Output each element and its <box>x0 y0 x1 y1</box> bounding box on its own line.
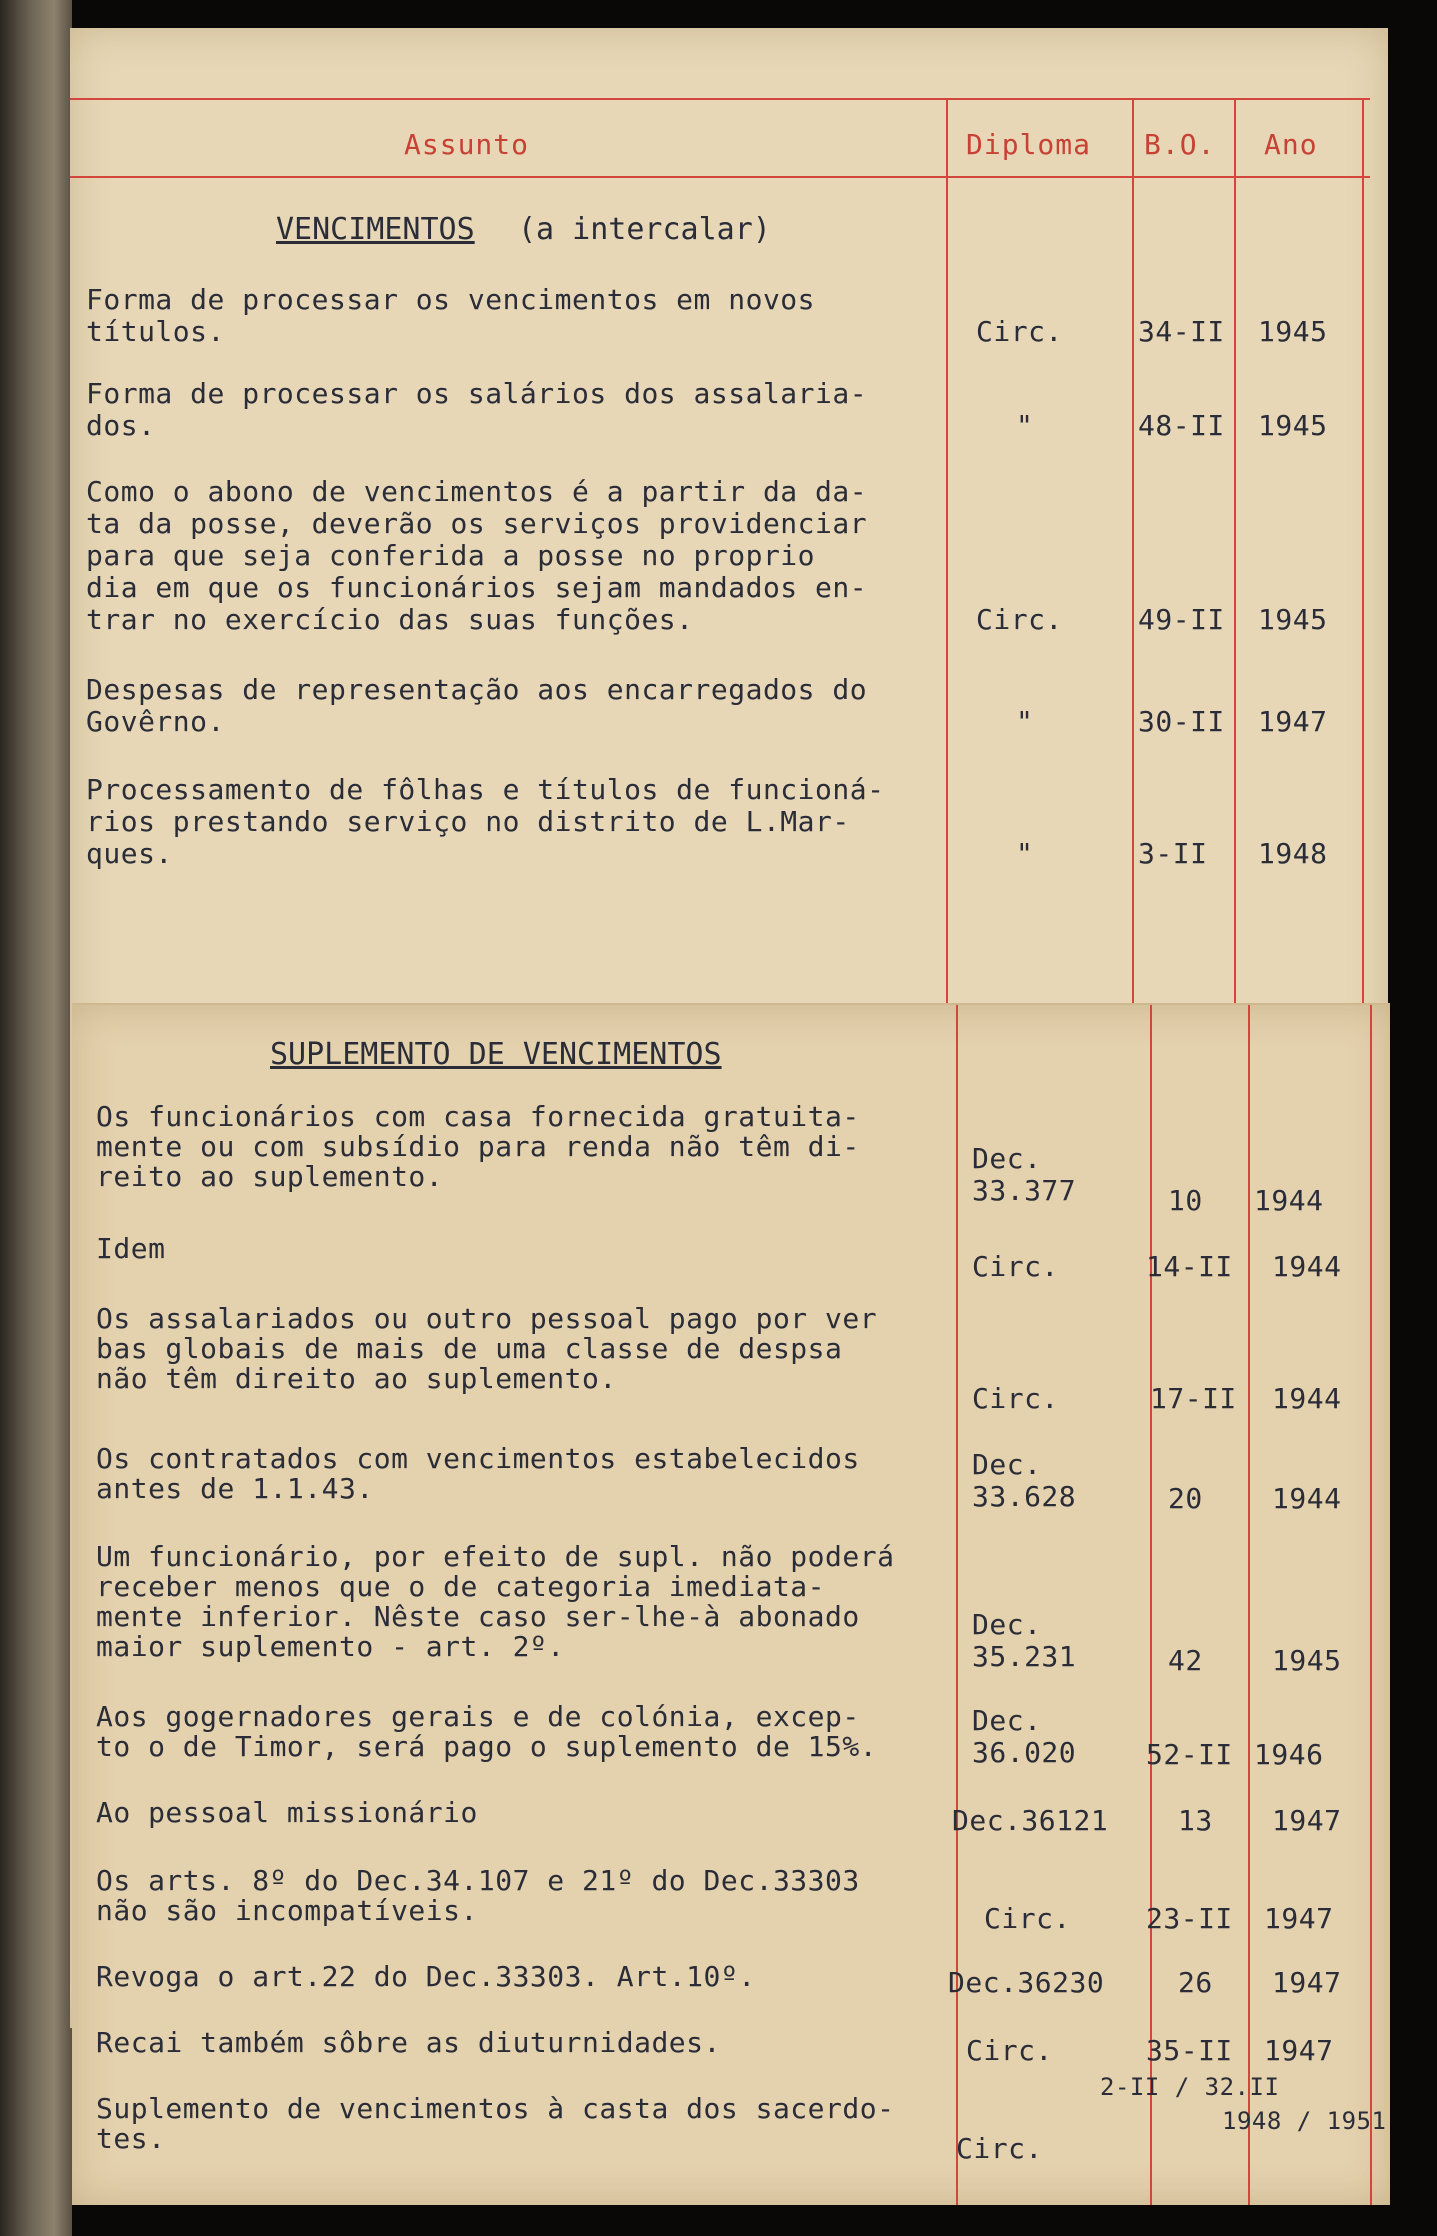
row-bo: 10 <box>1168 1184 1203 1217</box>
row-diploma: 36.020 <box>972 1736 1077 1769</box>
row-bo: 23-II <box>1146 1902 1233 1935</box>
row-ano: 1944 <box>1254 1184 1324 1217</box>
row-ano: 1944 <box>1272 1250 1342 1283</box>
row-diploma: " <box>1016 705 1034 738</box>
row-ano: 1948 <box>1258 837 1328 870</box>
row-bo: 2-II / 32.II <box>1100 2073 1280 2101</box>
row-ano: 1944 <box>1272 1382 1342 1415</box>
row-text: trar no exercício das suas funções. <box>86 603 694 636</box>
row-text: Forma de processar os vencimentos em novos <box>86 283 816 316</box>
row-text: bas globais de mais de uma classe de despsa <box>96 1332 843 1365</box>
section-title: SUPLEMENTO DE VENCIMENTOS <box>270 1037 722 1072</box>
row-bo: 49-II <box>1138 603 1225 636</box>
row-text: Processamento de fôlhas e títulos de funcioná- <box>86 773 885 806</box>
row-text: rios prestando serviço no distrito de L.Mar- <box>86 805 850 838</box>
row-text: não são incompatíveis. <box>96 1894 478 1927</box>
row-bo: 30-II <box>1138 705 1225 738</box>
row-diploma: Dec. <box>972 1448 1042 1481</box>
row-bo: 14-II <box>1146 1250 1233 1283</box>
row-text: Aos gogernadores gerais e de colónia, excep- <box>96 1700 860 1733</box>
header-bo: B.O. <box>1144 128 1216 161</box>
header-assunto: Assunto <box>404 128 530 161</box>
column-line <box>1132 98 1134 1038</box>
row-diploma: Dec.36121 <box>952 1804 1109 1837</box>
binder-edge <box>0 0 72 2236</box>
row-text: receber menos que o de categoria imediata- <box>96 1570 826 1603</box>
row-bo: 3-II <box>1138 837 1208 870</box>
column-line <box>1248 1005 1250 2205</box>
row-diploma: " <box>1016 409 1034 442</box>
row-text: Os assalariados ou outro pessoal pago por ver <box>96 1302 878 1335</box>
row-bo: 35-II <box>1146 2034 1233 2067</box>
row-text: tes. <box>96 2122 166 2155</box>
index-card-bottom <box>72 1003 1390 2205</box>
row-diploma: Dec. <box>972 1142 1042 1175</box>
row-diploma: 33.377 <box>972 1174 1077 1207</box>
section-subtitle: (a intercalar) <box>518 212 771 247</box>
row-ano: 1948 / 1951 <box>1222 2107 1387 2135</box>
row-ano: 1947 <box>1272 1966 1342 1999</box>
row-ano: 1946 <box>1254 1738 1324 1771</box>
row-text: mente inferior. Nêste caso ser-lhe-à abonado <box>96 1600 860 1633</box>
row-diploma: 33.628 <box>972 1480 1077 1513</box>
row-ano: 1947 <box>1264 2034 1334 2067</box>
row-text: Suplemento de vencimentos à casta dos sacerdo- <box>96 2092 895 2125</box>
column-line <box>1370 1005 1372 2205</box>
row-ano: 1945 <box>1272 1644 1342 1677</box>
column-line <box>946 98 948 1038</box>
row-diploma: Dec.36230 <box>948 1966 1105 1999</box>
row-text: Despesas de representação aos encarregados do <box>86 673 868 706</box>
row-text: maior suplemento - art. 2º. <box>96 1630 565 1663</box>
column-line <box>1234 98 1236 1038</box>
row-ano: 1945 <box>1258 409 1328 442</box>
row-text: to o de Timor, será pago o suplemento de 15%. <box>96 1730 878 1763</box>
row-ano: 1944 <box>1272 1482 1342 1515</box>
row-diploma: Circ. <box>966 2034 1053 2067</box>
row-text: Forma de processar os salários dos assalaria- <box>86 377 868 410</box>
row-diploma: Dec. <box>972 1704 1042 1737</box>
row-text: antes de 1.1.43. <box>96 1472 374 1505</box>
row-diploma: Circ. <box>976 603 1063 636</box>
column-line <box>1150 1005 1152 2205</box>
row-bo: 26 <box>1178 1966 1213 1999</box>
row-bo: 17-II <box>1150 1382 1237 1415</box>
row-ano: 1947 <box>1272 1804 1342 1837</box>
row-text: Os arts. 8º do Dec.34.107 e 21º do Dec.33303 <box>96 1864 860 1897</box>
row-ano: 1947 <box>1264 1902 1334 1935</box>
row-diploma: Circ. <box>956 2132 1043 2165</box>
column-line <box>956 1005 958 2205</box>
row-bo: 20 <box>1168 1482 1203 1515</box>
row-text: ta da posse, deverão os serviços providenciar <box>86 507 868 540</box>
row-diploma: Circ. <box>984 1902 1071 1935</box>
row-text: não têm direito ao suplemento. <box>96 1362 617 1395</box>
row-bo: 48-II <box>1138 409 1225 442</box>
section-title: VENCIMENTOS <box>276 212 475 247</box>
row-bo: 42 <box>1168 1644 1203 1677</box>
row-diploma: Dec. <box>972 1608 1042 1641</box>
row-diploma: Circ. <box>972 1250 1059 1283</box>
row-bo: 52-II <box>1146 1738 1233 1771</box>
row-text: dos. <box>86 409 156 442</box>
header-ano: Ano <box>1264 128 1318 161</box>
row-text: Govêrno. <box>86 705 225 738</box>
row-bo: 34-II <box>1138 315 1225 348</box>
row-diploma: Circ. <box>972 1382 1059 1415</box>
row-ano: 1945 <box>1258 603 1328 636</box>
row-text: títulos. <box>86 315 225 348</box>
row-text: Como o abono de vencimentos é a partir da da- <box>86 475 868 508</box>
row-text: Recai também sôbre as diuturnidades. <box>96 2026 721 2059</box>
row-text: Um funcionário, por efeito de supl. não poderá <box>96 1540 895 1573</box>
row-ano: 1945 <box>1258 315 1328 348</box>
row-text: Revoga o art.22 do Dec.33303. Art.10º. <box>96 1960 756 1993</box>
row-text: ques. <box>86 837 173 870</box>
row-bo: 13 <box>1178 1804 1213 1837</box>
row-diploma: " <box>1016 837 1034 870</box>
row-diploma: 35.231 <box>972 1640 1077 1673</box>
row-text: Ao pessoal missionário <box>96 1796 478 1829</box>
row-text: Os contratados com vencimentos estabelecidos <box>96 1442 860 1475</box>
row-text: dia em que os funcionários sejam mandados en- <box>86 571 868 604</box>
rule-line <box>70 98 1370 100</box>
row-text: Idem <box>96 1232 166 1265</box>
row-text: mente ou com subsídio para renda não têm di- <box>96 1130 860 1163</box>
column-line <box>1362 98 1364 1038</box>
row-ano: 1947 <box>1258 705 1328 738</box>
row-text: Os funcionários com casa fornecida gratuita- <box>96 1100 860 1133</box>
row-text: para que seja conferida a posse no proprio <box>86 539 816 572</box>
row-text: reito ao suplemento. <box>96 1160 444 1193</box>
header-diploma: Diploma <box>966 128 1092 161</box>
rule-line <box>70 176 1370 178</box>
row-diploma: Circ. <box>976 315 1063 348</box>
